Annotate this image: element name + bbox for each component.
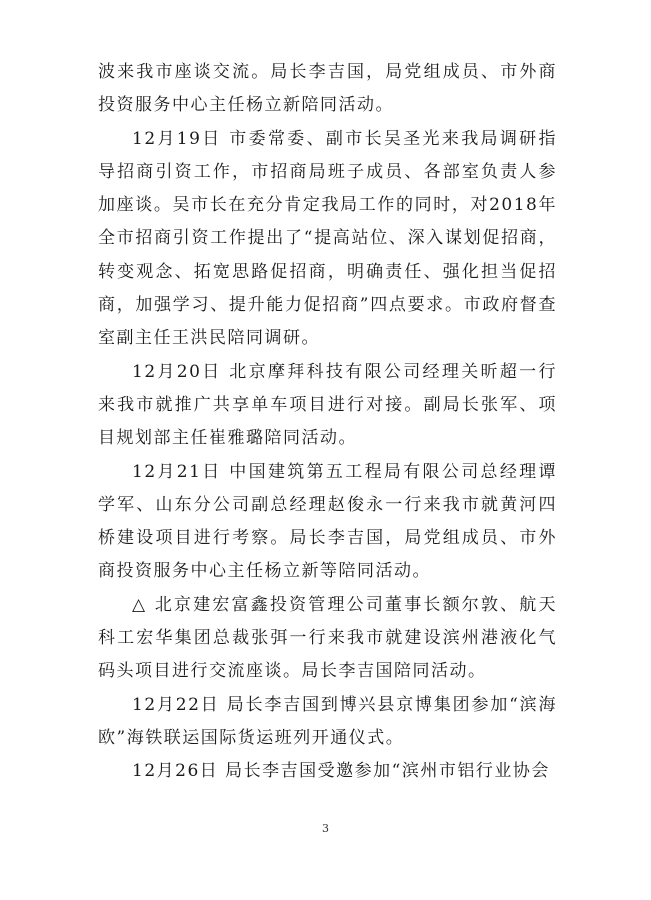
- paragraph-continuation: 波来我市座谈交流。局长李吉国，局党组成员、市外商投资服务中心主任杨立新陪同活动。: [98, 62, 557, 116]
- page-number: 3: [322, 822, 329, 835]
- paragraph-dec-21: 12月21日 中国建筑第五工程局有限公司总经理谭学军、山东分公司副总经理赵俊永一行来我市就黄河四桥建设项目进行考察。局长李吉国，局党组成员、市外商投资服务中心主任杨立新等陪同活动。: [98, 461, 557, 582]
- document-body: [98, 56, 557, 789]
- paragraph-dec-26: 12月26日 局长李吉国受邀参加“滨州市铝行业协会: [132, 761, 550, 782]
- paragraph-dec-21-additional: △ 北京建宏富鑫投资管理公司董事长额尔敦、航天科工宏华集团总裁张弭一行来我市就建设滨州港液化气码头项目进行交流座谈。局长李吉国陪同活动。: [98, 594, 557, 682]
- paragraph-dec-20: 12月20日 北京摩拜科技有限公司经理关昕超一行来我市就推广共享单车项目进行对接。副局长张军、项目规划部主任崔雅璐陪同活动。: [98, 361, 557, 449]
- paragraph-dec-22: 12月22日 局长李吉国到博兴县京博集团参加“滨海欧”海铁联运国际货运班列开通仪式。: [98, 694, 557, 748]
- paragraph-dec-19: 12月19日 市委常委、副市长吴圣光来我局调研指导招商引资工作，市招商局班子成员、各部室负责人参加座谈。吴市长在充分肯定我局工作的同时，对2018年全市招商引资工作提出了“提高站位、深入谋划促招商，转变观念、拓宽思路促招商，明确责任、强化担当促招商，加强学习、提升能力促招商”四点要求。市政府督查室副主任王洪民陪同调研。: [98, 128, 557, 349]
